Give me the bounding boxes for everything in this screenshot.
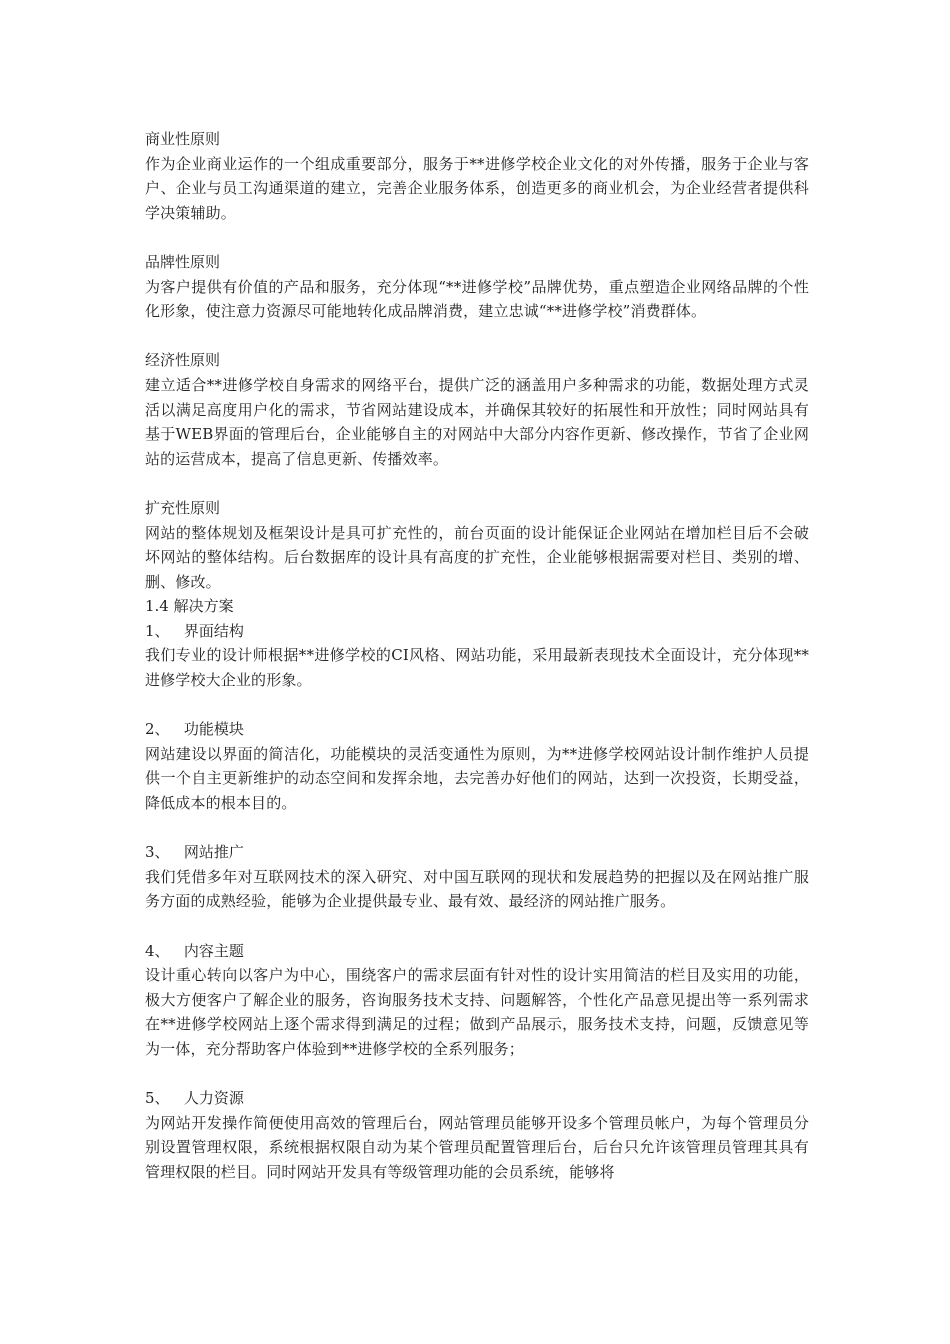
section-heading: 品牌性原则 [145,252,221,271]
section-commercial-principle [145,127,809,225]
numbered-heading: 2、 功能模块 [145,720,244,739]
section-economic-principle [145,348,809,471]
numbered-heading: 3、 网站推广 [145,843,244,862]
section-extensibility-principle [145,496,809,594]
section-interface-structure [145,619,809,693]
section-paragraph: 为网站开发操作简便使用高效的管理后台，网站管理员能够开设多个管理员帐户，为每个管理员分别设置管理权限，系统根据权限自动为某个管理员配置管理后台，后台只允许该管理员管理其具有管理权限的栏目。同时网站开发具有等级管理功能的会员系统，能够将 [145,1113,809,1181]
numbered-heading: 5、 人力资源 [145,1089,244,1108]
section-paragraph: 作为企业商业运作的一个组成重要部分，服务于**进修学校企业文化的对外传播，服务于企业与客户、企业与员工沟通渠道的建立，完善企业服务体系，创造更多的商业机会，为企业经营者提供科学决策辅助。 [145,154,809,222]
chapter-heading: 1.4 解决方案 [145,597,234,616]
section-human-resources [145,1086,809,1184]
section-content-theme [145,939,809,1062]
section-heading: 扩充性原则 [145,498,221,517]
section-paragraph: 我们专业的设计师根据**进修学校的CI风格、网站功能，采用最新表现技术全面设计，充分体现**进修学校大企业的形象。 [145,646,809,690]
section-paragraph: 网站的整体规划及框架设计是具可扩充性的，前台页面的设计能保证企业网站在增加栏目后不会破坏网站的整体结构。后台数据库的设计具有高度的扩充性，企业能够根据需要对栏目、类别的增、删、修改。 [145,523,809,591]
section-paragraph: 网站建设以界面的简洁化，功能模块的灵活变通性为原则，为**进修学校网站设计制作维护人员提供一个自主更新维护的动态空间和发挥余地，去完善办好他们的网站，达到一次投资，长期受益，降低成本的根本目的。 [145,744,809,813]
section-website-promotion [145,840,809,914]
section-paragraph: 为客户提供有价值的产品和服务，充分体现“**进修学校”品牌优势，重点塑造企业网络品牌的个性化形象，使注意力资源尽可能地转化成品牌消费，建立忠诚“**进修学校”消费群体。 [145,277,809,321]
section-heading: 商业性原则 [145,130,221,148]
section-paragraph: 我们凭借多年对互联网技术的深入研究、对中国互联网的现状和发展趋势的把握以及在网站推广服务方面的成熟经验，能够为企业提供最专业、最有效、最经济的网站推广服务。 [145,867,809,911]
document-page [145,127,809,1185]
section-paragraph: 建立适合**进修学校自身需求的网络平台，提供广泛的涵盖用户多种需求的功能，数据处理方式灵活以满足高度用户化的需求，节省网站建设成本，并确保其较好的拓展性和开放性；同时网站具有基于WEB界面的管理后台，企业能够自主的对网站中大部分内容作更新、修改操作，节省了企业网站的运营成本，提高了信息更新、传播效率。 [145,375,809,468]
section-brand-principle [145,250,809,324]
numbered-heading: 4、 内容主题 [145,941,244,960]
section-solution-title [145,594,809,619]
section-function-modules [145,717,809,815]
section-heading: 经济性原则 [145,351,221,370]
section-paragraph: 设计重心转向以客户为中心，围绕客户的需求层面有针对性的设计实用简洁的栏目及实用的功能，极大方便客户了解企业的服务，咨询服务技术支持、问题解答，个性化产品意见提出等一系列需求在**进修学校网站上逐个需求得到满足的过程；做到产品展示，服务技术支持，问题，反馈意见等为一体，充分帮助客户体验到**进修学校的全系列服务； [145,966,809,1058]
numbered-heading: 1、 界面结构 [145,621,244,640]
